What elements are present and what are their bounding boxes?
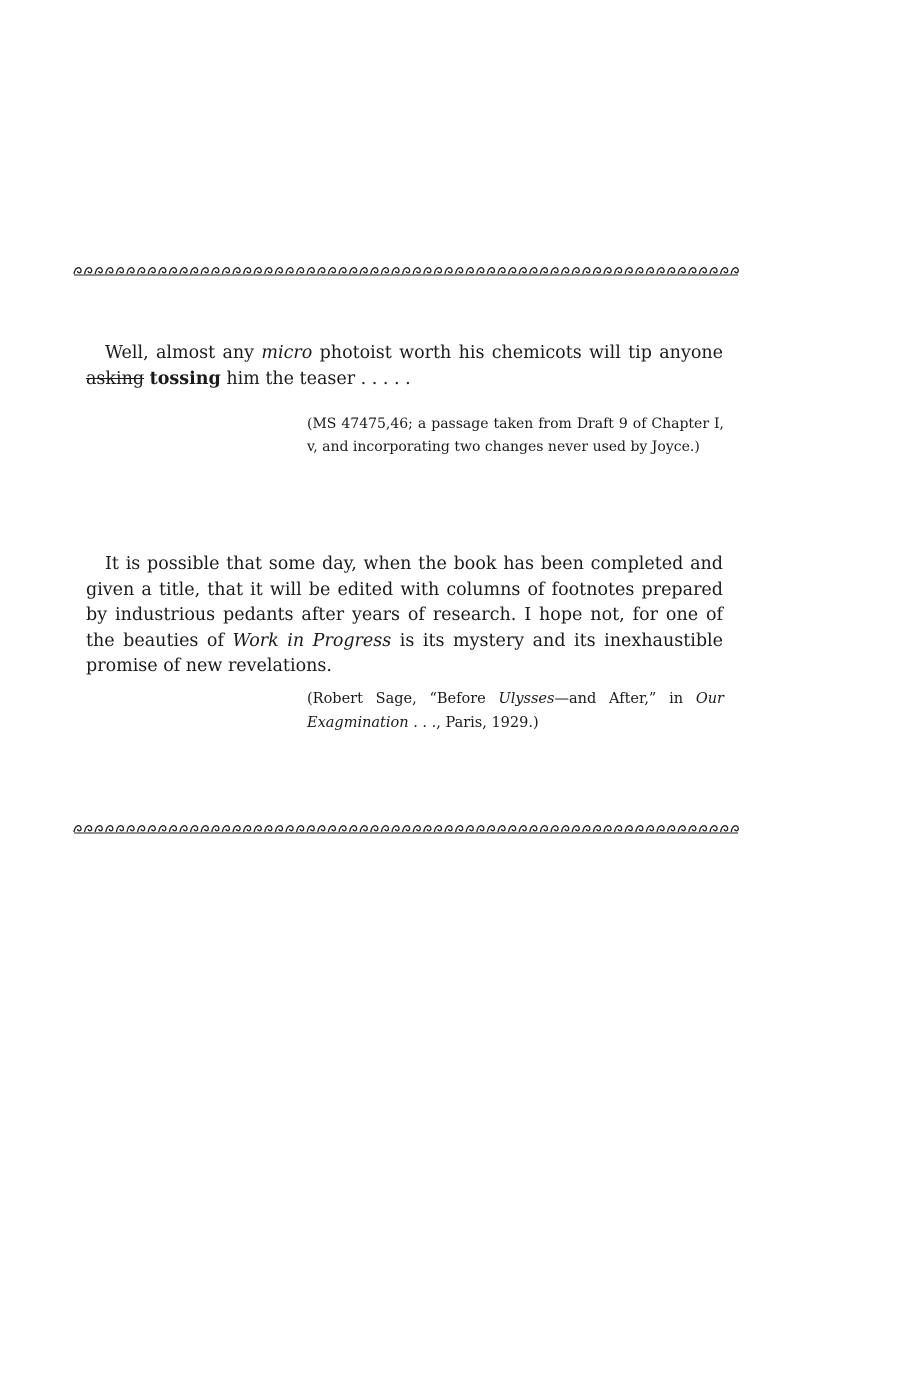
passage-epigraph: [86, 552, 723, 680]
source-citation-ms: (MS 47475,46; a passage taken from Draft 9 of Chapter I, v, and incorporating two changes never used by Joyce.): [307, 416, 724, 455]
inserted-word: tossing: [149, 368, 221, 389]
ornament-scroll-path: [74, 826, 738, 832]
citation-middle: —and After,” in: [554, 691, 696, 707]
passage-quote-lead: Well, almost any: [105, 343, 262, 363]
ornament-border-bottom: [72, 822, 740, 836]
citation-lead: (Robert Sage, “Before: [307, 691, 499, 707]
ornament-scroll-path: [74, 268, 738, 274]
citation-tail: , Paris, 1929.): [436, 715, 539, 731]
passage-epigraph-tail: is its mystery and its inexhaustible promise of new revelations.: [86, 630, 723, 676]
source-citation-sage: [307, 687, 724, 735]
passage-epigraph-lead: It is possible that some day, when the book has been completed and given a title, that it will be edited with columns of footnotes prepared by industrious pedants after years of research. I hope not, for one of the beauties of: [86, 554, 723, 651]
citation-italic-exagmination: Our Exagmination . . .: [307, 691, 724, 731]
passage-quote: [86, 341, 723, 392]
passage-quote-middle: photoist worth his chemicots will tip anyone: [312, 343, 723, 363]
ornament-border-top: [72, 264, 740, 278]
struck-word: asking: [86, 368, 145, 389]
citation-italic-ulysses: Ulysses: [498, 691, 555, 707]
wave-ornament-top: [72, 264, 740, 278]
passage-quote-italic: micro: [261, 343, 313, 363]
wave-ornament-bottom: [72, 822, 740, 836]
passage-quote-tail: him the teaser . . . . .: [220, 368, 411, 389]
passage-epigraph-title: Work in Progress: [232, 630, 392, 651]
